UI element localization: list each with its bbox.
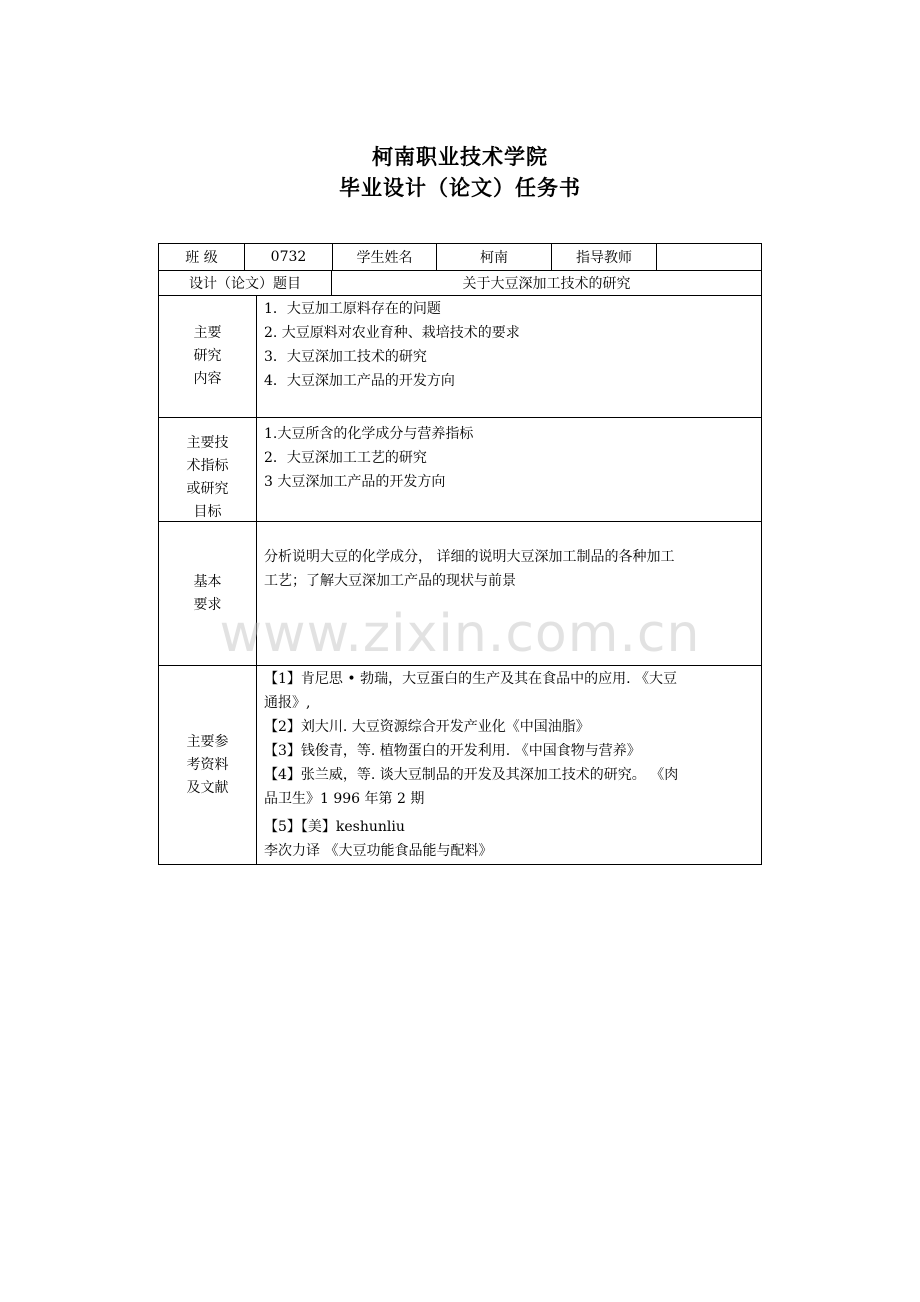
- topic-value: 关于大豆深加工技术的研究: [331, 271, 761, 295]
- research-targets-label: 主要技 术指标 或研究 目标: [186, 434, 229, 520]
- list-item: 2．大豆深加工工艺的研究: [264, 450, 427, 466]
- references-row: [158, 665, 762, 865]
- research-content-label: 主要 研究 内容: [193, 325, 222, 387]
- reference-line: 【2】刘大川. 大豆资源综合开发产业化《中国油脂》: [264, 719, 590, 735]
- basic-requirements-label: 基本 要求: [193, 573, 222, 613]
- reference-line: 李次力译 《大豆功能食品能与配料》: [264, 843, 493, 859]
- reference-line: 【5】【美】keshunliu: [264, 819, 405, 835]
- watermark-text: www.zixin.com.cn: [219, 604, 701, 664]
- topic-row: [158, 270, 762, 295]
- list-item: 3 大豆深加工产品的开发方向: [264, 474, 446, 490]
- reference-line: 【3】钱俊青，等. 植物蛋白的开发利用. 《中国食物与营养》: [264, 743, 641, 759]
- references-label: 主要参 考资料 及文献: [186, 733, 229, 796]
- class-value: 0732: [244, 244, 332, 270]
- list-item: 2. 大豆原料对农业育种、栽培技术的要求: [264, 325, 520, 341]
- reference-line: 品卫生》1 996 年第 2 期: [264, 791, 425, 807]
- task-form-table: [158, 243, 762, 865]
- advisor-label: 指导教师: [551, 244, 656, 270]
- research-targets-list: [256, 418, 761, 521]
- research-content-row: [158, 295, 762, 417]
- class-label: 班 级: [185, 250, 218, 266]
- school-title: 柯南职业技术学院: [372, 145, 548, 169]
- advisor-value: [656, 244, 761, 270]
- text-line: 工艺；了解大豆深加工产品的现状与前景: [264, 573, 516, 589]
- student-name-value: 柯南: [436, 244, 551, 270]
- list-item: 1.大豆所含的化学成分与营养指标: [264, 426, 474, 442]
- student-name-label: 学生姓名: [332, 244, 436, 270]
- info-row: [158, 243, 762, 270]
- list-item: 4．大豆深加工产品的开发方向: [264, 373, 455, 389]
- topic-label: 设计（论文）题目: [189, 276, 301, 292]
- research-content-list: [256, 296, 761, 417]
- research-targets-row: [158, 417, 762, 521]
- reference-line: 【1】肯尼思 • 勃瑞，大豆蛋白的生产及其在食品中的应用. 《大豆: [264, 671, 677, 687]
- reference-line: 【4】张兰威，等. 谈大豆制品的开发及其深加工技术的研究。 《肉: [264, 767, 679, 783]
- text-line: 分析说明大豆的化学成分， 详细的说明大豆深加工制品的各种加工: [264, 549, 675, 565]
- list-item: 1．大豆加工原料存在的问题: [264, 301, 441, 317]
- document-title: 毕业设计（论文）任务书: [339, 176, 581, 200]
- reference-line: 通报》,: [264, 695, 311, 711]
- list-item: 3．大豆深加工技术的研究: [264, 349, 427, 365]
- references-list: [256, 666, 761, 864]
